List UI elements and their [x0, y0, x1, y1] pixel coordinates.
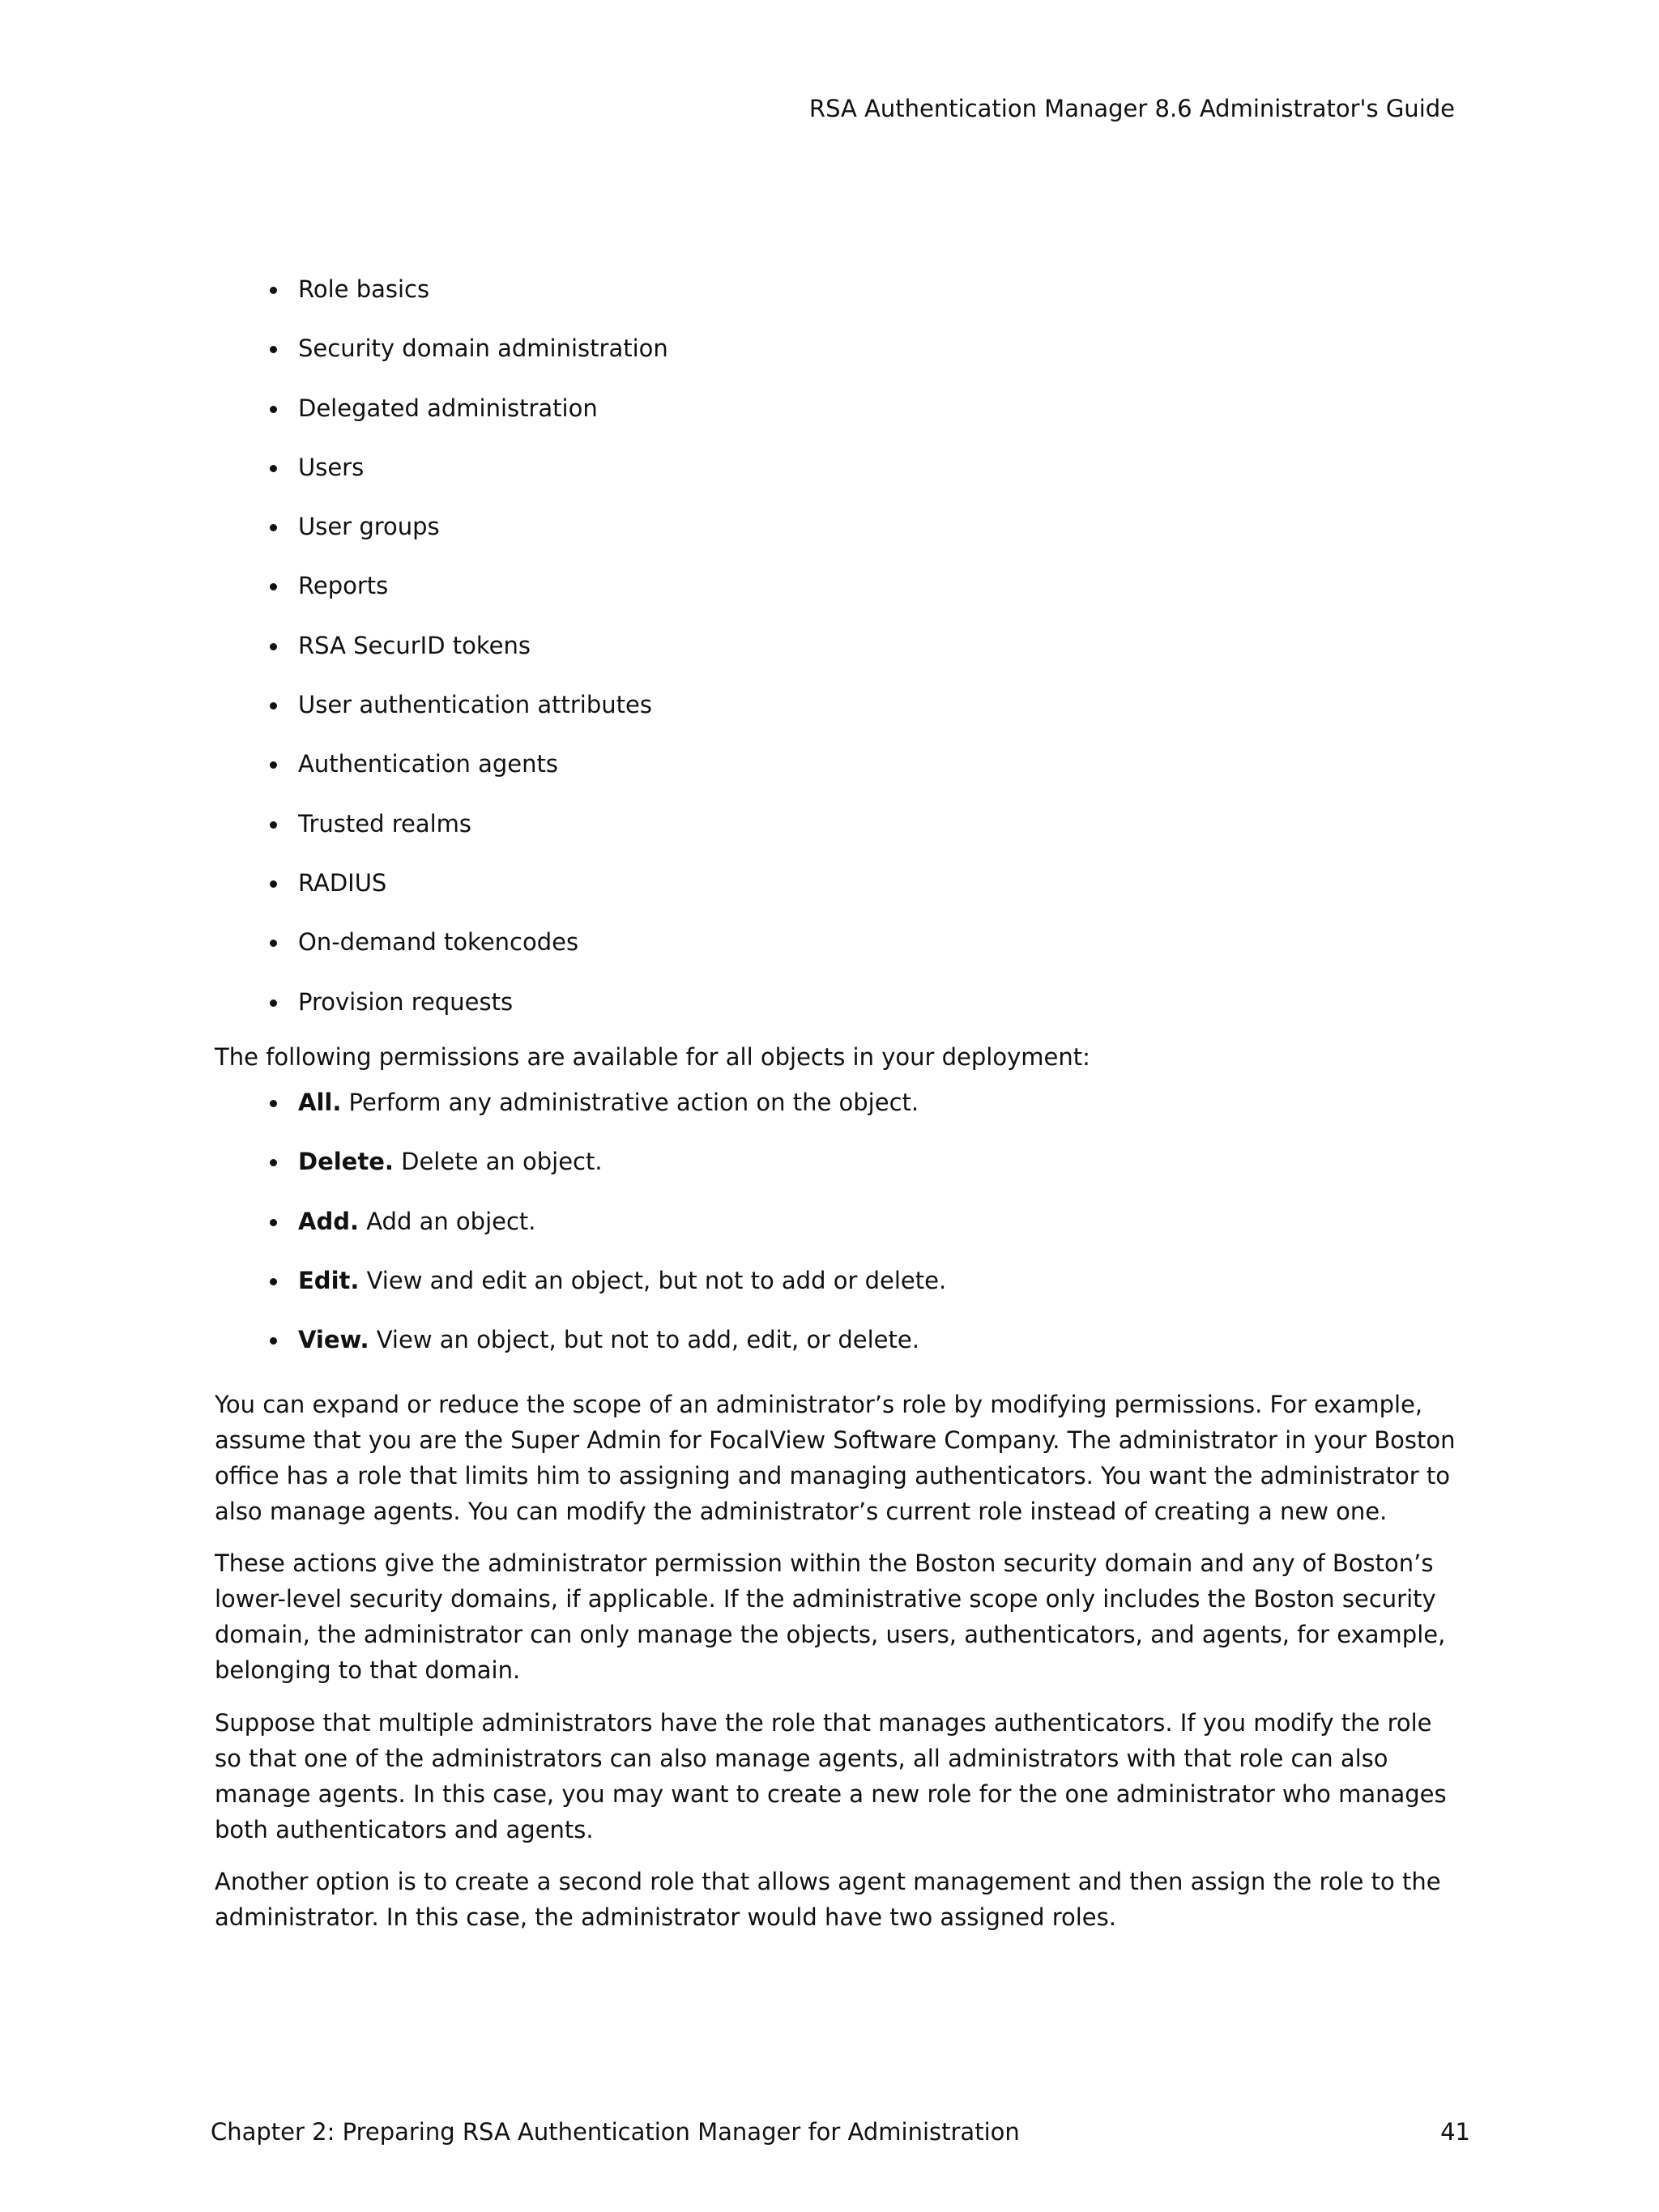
footer-chapter-title: Chapter 2: Preparing RSA Authentication Manager for Administration: [211, 2118, 1020, 2146]
permissions-intro: The following permissions are available for all objects in your deployment:: [215, 1043, 1090, 1071]
bullet-icon: [270, 702, 277, 710]
body-paragraph: You can expand or reduce the scope of an administrator’s role by modifying permissions. For example, assume that you are the Super Admin for FocalView Software Company. The administrator in your Boston office has a role that limits him to assigning and managing authenticators. You want the administrator to also manage agents. You can modify the administrator’s current role instead of creating a new one.: [215, 1391, 1456, 1525]
list-item: [215, 392, 668, 451]
list-item: [215, 748, 668, 807]
list-item-text: Users: [298, 453, 365, 481]
running-header: RSA Authentication Manager 8.6 Administrator's Guide: [808, 95, 1455, 122]
permission-description: View and edit an object, but not to add or delete.: [359, 1266, 947, 1294]
list-item: [215, 510, 668, 569]
bullet-icon: [270, 1278, 277, 1285]
list-item-text: Provision requests: [298, 987, 514, 1016]
list-item: [215, 808, 668, 867]
bullet-icon: [270, 1219, 277, 1226]
body-paragraph: Another option is to create a second role that allows agent management and then assign the role to the administrator. In this case, the administrator would have two assigned roles.: [215, 1868, 1441, 1931]
list-item-text: Role basics: [298, 275, 430, 303]
permission-description: Add an object.: [358, 1207, 536, 1235]
permission-description: Perform any administrative action on the object.: [341, 1089, 919, 1116]
permission-item: [215, 1145, 946, 1204]
bullet-icon: [270, 1159, 277, 1166]
list-item: [215, 273, 668, 332]
list-item-text: On-demand tokencodes: [298, 928, 579, 957]
page-number: 41: [1440, 2118, 1470, 2146]
permission-description: Delete an object.: [393, 1148, 603, 1176]
bullet-icon: [270, 643, 277, 650]
permission-term: Edit.: [298, 1266, 360, 1294]
bullet-icon: [270, 761, 277, 769]
permission-item: [215, 1086, 946, 1145]
permission-item: [215, 1205, 946, 1264]
list-item-text: RSA SecurID tokens: [298, 631, 531, 659]
bullet-icon: [270, 524, 277, 531]
list-item-text: User authentication attributes: [298, 691, 652, 719]
permission-item: [215, 1323, 946, 1383]
permission-item: [215, 1264, 946, 1323]
list-item: [215, 332, 668, 391]
list-item: [215, 867, 668, 926]
body-paragraph: Suppose that multiple administrators have the role that manages authenticators. If you modify the role so that one of the administrators can also manage agents, all administrators with that role can also manage agents. In this case, you may want to create a new role for the one administrator who manages both authenticators and agents.: [215, 1709, 1447, 1843]
list-item: [215, 688, 668, 748]
list-item-text: Delegated administration: [298, 394, 598, 422]
body-paragraph: These actions give the administrator permission within the Boston security domain and any of Boston’s lower-level security domains, if applicable. If the administrative scope only includes the Boston security domain, the administrator can only manage the objects, users, authenticators, and agents, for example, belonging to that domain.: [215, 1549, 1446, 1684]
bullet-icon: [270, 287, 277, 294]
objects-list: [215, 273, 668, 1045]
list-item: [215, 986, 668, 1045]
bullet-icon: [270, 465, 277, 472]
bullet-icon: [270, 1337, 277, 1345]
permission-description: View an object, but not to add, edit, or delete.: [369, 1326, 919, 1354]
permission-term: View.: [298, 1326, 369, 1354]
bullet-icon: [270, 999, 277, 1007]
bullet-icon: [270, 583, 277, 590]
permission-term: Add.: [298, 1207, 359, 1235]
permission-term: All.: [298, 1089, 342, 1116]
permissions-list: [215, 1086, 946, 1383]
list-item: [215, 629, 668, 688]
bullet-icon: [270, 346, 277, 353]
bullet-icon: [270, 940, 277, 947]
list-item: [215, 451, 668, 510]
bullet-icon: [270, 1100, 277, 1107]
list-item: [215, 926, 668, 985]
bullet-icon: [270, 880, 277, 888]
list-item-text: Authentication agents: [298, 750, 558, 778]
list-item-text: Trusted realms: [298, 809, 472, 837]
list-item-text: RADIUS: [298, 868, 387, 897]
list-item-text: Security domain administration: [298, 335, 668, 363]
bullet-icon: [270, 821, 277, 829]
list-item-text: Reports: [298, 572, 389, 600]
list-item-text: User groups: [298, 513, 440, 541]
permission-term: Delete.: [298, 1148, 394, 1176]
list-item: [215, 569, 668, 629]
bullet-icon: [270, 406, 277, 413]
